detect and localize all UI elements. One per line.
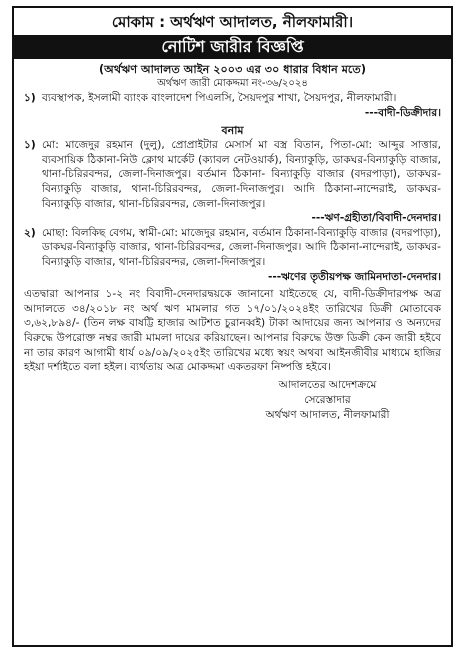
- court-location: মোকাম : অর্থঋণ আদালত, নীলফামারী।: [111, 13, 354, 31]
- notice-body: এতদ্বারা আপনার ১-২ নং বিবাদী-দেনদারদ্বয়কে জানানো যাইতেছে যে, বাদী-ডিক্রীদারপক্ষ অত্র আদালতে ৩৪/২০১৮ নং অর্থ ঋণ মামলার গত ১৭/০১/২০২৪ইং তারিখের ডিক্রী মোতাবেক ৩,৬২,৮৯৪/- (তিন লক্ষ বাষট্টি হাজার আটশত চুরানব্বই) টাকা আদায়ের জন্য আপনার ও অন্যদের বিরুদ্ধে উপরোক্ত নম্বর জারী মামলা দায়ের করিয়াছেন। আপনার বিরুদ্ধে উক্ত ডিক্রী কেন জারী হইবে না তার কারণ আগামী ধার্য ০৯/০৯/২০২৫ইং তারিখের মধ্যে স্বয়ং অথবা আইনজীবীর মাধ্যমে হাজির হইয়া দর্শাইতে বলা হইল। ব্যর্থতায় অত্র মোকদ্দমা একতরফা নিষ্পত্তি হইবে।: [24, 288, 441, 374]
- signature-order: আদালতের আদেশক্রমে: [278, 378, 377, 391]
- case-number: অর্থঋণ জারী মোকদ্দমা নং-৩৬/২০২৪: [157, 78, 308, 89]
- defendant-entry: [24, 226, 441, 270]
- defendant-role: ---ঋণ-গ্রহীতা/বিবাদী-দেনদার।: [311, 212, 441, 225]
- plaintiff-entry: [24, 91, 441, 106]
- defendant-number: ২): [24, 226, 36, 239]
- defendant-entry: [24, 138, 441, 211]
- plaintiff-role: ---বাদী-ডিক্রীদার।: [364, 106, 441, 119]
- defendant-text: মো: মাজেদুর রহমান (দুলু), প্রোপ্রাইটার মেসার্স মা বস্ত্র বিতান, পিতা-মো: আব্দুর সাত্তার, ব্যবসায়িক ঠিকানা-নিউ ক্লোথ মার্কেট (ক্যাবল নেটওয়ার্ক), বিন্যাকুড়ি, ডাকঘর-বিন্যাকুড়ি বাজার, থানা-চিরিরবন্দর, জেলা-দিনাজপুর। বর্তমান ঠিকানা- বিন্যাকুড়ি বাজার (বদরপাড়া), ডাকঘর-বিন্যাকুড়ি বাজার, থানা-চিরিরবন্দর, জেলা-দিনাজপুর। আদি ঠিকানা-নান্দেরাই, ডাকঘর-বিন্যাকুড়ি বাজার, থানা-চিরিরবন্দর, জেলা-দিনাজপুর।: [42, 139, 441, 210]
- plaintiff-number: ১): [24, 92, 36, 104]
- versus-label: বনাম: [221, 124, 244, 138]
- notice-frame: [12, 6, 453, 647]
- defendant-number: ১): [24, 139, 36, 152]
- signature-title: সেরেস্তাদার: [304, 393, 351, 406]
- plaintiff-text: ব্যবস্থাপক, ইসলামী ব্যাংক বাংলাদেশ পিএলসি, সৈয়দপুর শাখা, সৈয়দপুর, নীলফামারী।: [42, 92, 397, 104]
- defendant-role: ---ঋণের তৃতীয়পক্ষ জামিনদাতা-দেনদার।: [267, 270, 441, 283]
- notice-banner: নোটিশ জারীর বিজ্ঞপ্তি: [14, 35, 451, 59]
- law-reference: (অর্থঋণ আদালত আইন ২০০৩ এর ৩০ ধারার বিধান মতে): [99, 63, 366, 76]
- defendant-text: মোছা: বিলকিছ বেগম, স্বামী-মো: মাজেদুর রহমান, বর্তমান ঠিকানা-বিন্যাকুড়ি বাজার (বদরপাড়া), ডাকঘর-বিন্যাকুড়ি বাজার, থানা-চিরিরবন্দর, জেলা-দিনাজপুর। আদি ঠিকানা-নান্দেরাই, ডাকঘর-বিন্যাকুড়ি বাজার, থানা-চিরিরবন্দর, জেলা-দিনাজপুর।: [42, 226, 441, 268]
- signature-court: অর্থঋণ আদালত, নীলফামারী: [265, 408, 390, 421]
